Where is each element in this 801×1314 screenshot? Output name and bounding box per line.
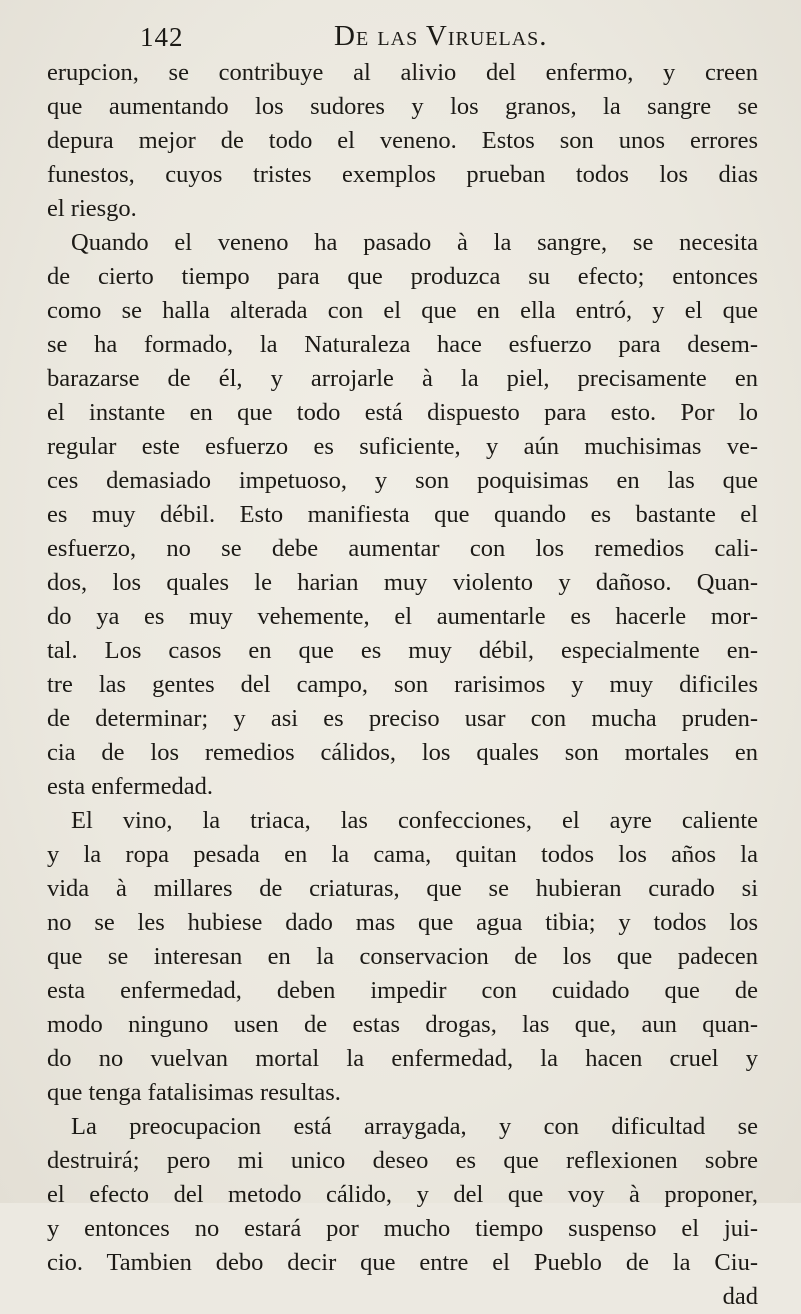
text-line: vida à millares de criaturas, que se hubieran curado si [47, 875, 758, 902]
text-line: depura mejor de todo el veneno. Estos son unos errores [47, 127, 758, 154]
text-line: no se les hubiese dado mas que agua tibia; y todos los [47, 909, 758, 936]
text-line: destruirá; pero mi unico deseo es que reflexionen sobre [47, 1147, 758, 1174]
text-line: funestos, cuyos tristes exemplos prueban todos los dias [47, 161, 758, 188]
text-line: esta enfermedad. [47, 773, 213, 800]
text-line: y entonces no estará por mucho tiempo suspenso el jui- [47, 1215, 758, 1242]
text-line: Quando el veneno ha pasado à la sangre, se necesita [71, 229, 758, 256]
text-line: erupcion, se contribuye al alivio del enfermo, y creen [47, 59, 758, 86]
text-line: El vino, la triaca, las confecciones, el ayre caliente [71, 807, 758, 834]
text-line: el efecto del metodo cálido, y del que voy à proponer, [47, 1181, 758, 1208]
running-head: De las Viruelas. [334, 20, 548, 52]
text-line: tal. Los casos en que es muy débil, especialmente en- [47, 637, 758, 664]
text-line: esta enfermedad, deben impedir con cuidado que de [47, 977, 758, 1004]
catchword: dad [722, 1283, 758, 1310]
text-line: de cierto tiempo para que produzca su efecto; entonces [47, 263, 758, 290]
text-line: y la ropa pesada en la cama, quitan todos los años la [47, 841, 758, 868]
text-line: que aumentando los sudores y los granos, la sangre se [47, 93, 758, 120]
text-line: ces demasiado impetuoso, y son poquisimas en las que [47, 467, 758, 494]
text-line: modo ninguno usen de estas drogas, las que, aun quan- [47, 1011, 758, 1038]
body-text [47, 56, 758, 1314]
text-line: el riesgo. [47, 195, 137, 222]
text-line: do no vuelvan mortal la enfermedad, la hacen cruel y [47, 1045, 758, 1072]
text-line: de determinar; y asi es preciso usar con mucha pruden- [47, 705, 758, 732]
text-line: se ha formado, la Naturaleza hace esfuerzo para desem- [47, 331, 758, 358]
text-line: el instante en que todo está dispuesto para esto. Por lo [47, 399, 758, 426]
text-line: que tenga fatalisimas resultas. [47, 1079, 341, 1106]
page-header [120, 18, 640, 58]
text-line: barazarse de él, y arrojarle à la piel, precisamente en [47, 365, 758, 392]
page-number: 142 [140, 22, 184, 52]
text-line: do ya es muy vehemente, el aumentarle es hacerle mor- [47, 603, 758, 630]
text-line: que se interesan en la conservacion de los que padecen [47, 943, 758, 970]
text-line: La preocupacion está arraygada, y con dificultad se [71, 1113, 758, 1140]
text-line: dos, los quales le harian muy violento y dañoso. Quan- [47, 569, 758, 596]
text-line: cio. Tambien debo decir que entre el Pueblo de la Ciu- [47, 1249, 758, 1276]
text-line: es muy débil. Esto manifiesta que quando es bastante el [47, 501, 758, 528]
text-line: cia de los remedios cálidos, los quales son mortales en [47, 739, 758, 766]
text-line: tre las gentes del campo, son rarisimos y muy dificiles [47, 671, 758, 698]
text-line: esfuerzo, no se debe aumentar con los remedios cali- [47, 535, 758, 562]
text-line: como se halla alterada con el que en ella entró, y el que [47, 297, 758, 324]
text-line: regular este esfuerzo es suficiente, y aún muchisimas ve- [47, 433, 758, 460]
